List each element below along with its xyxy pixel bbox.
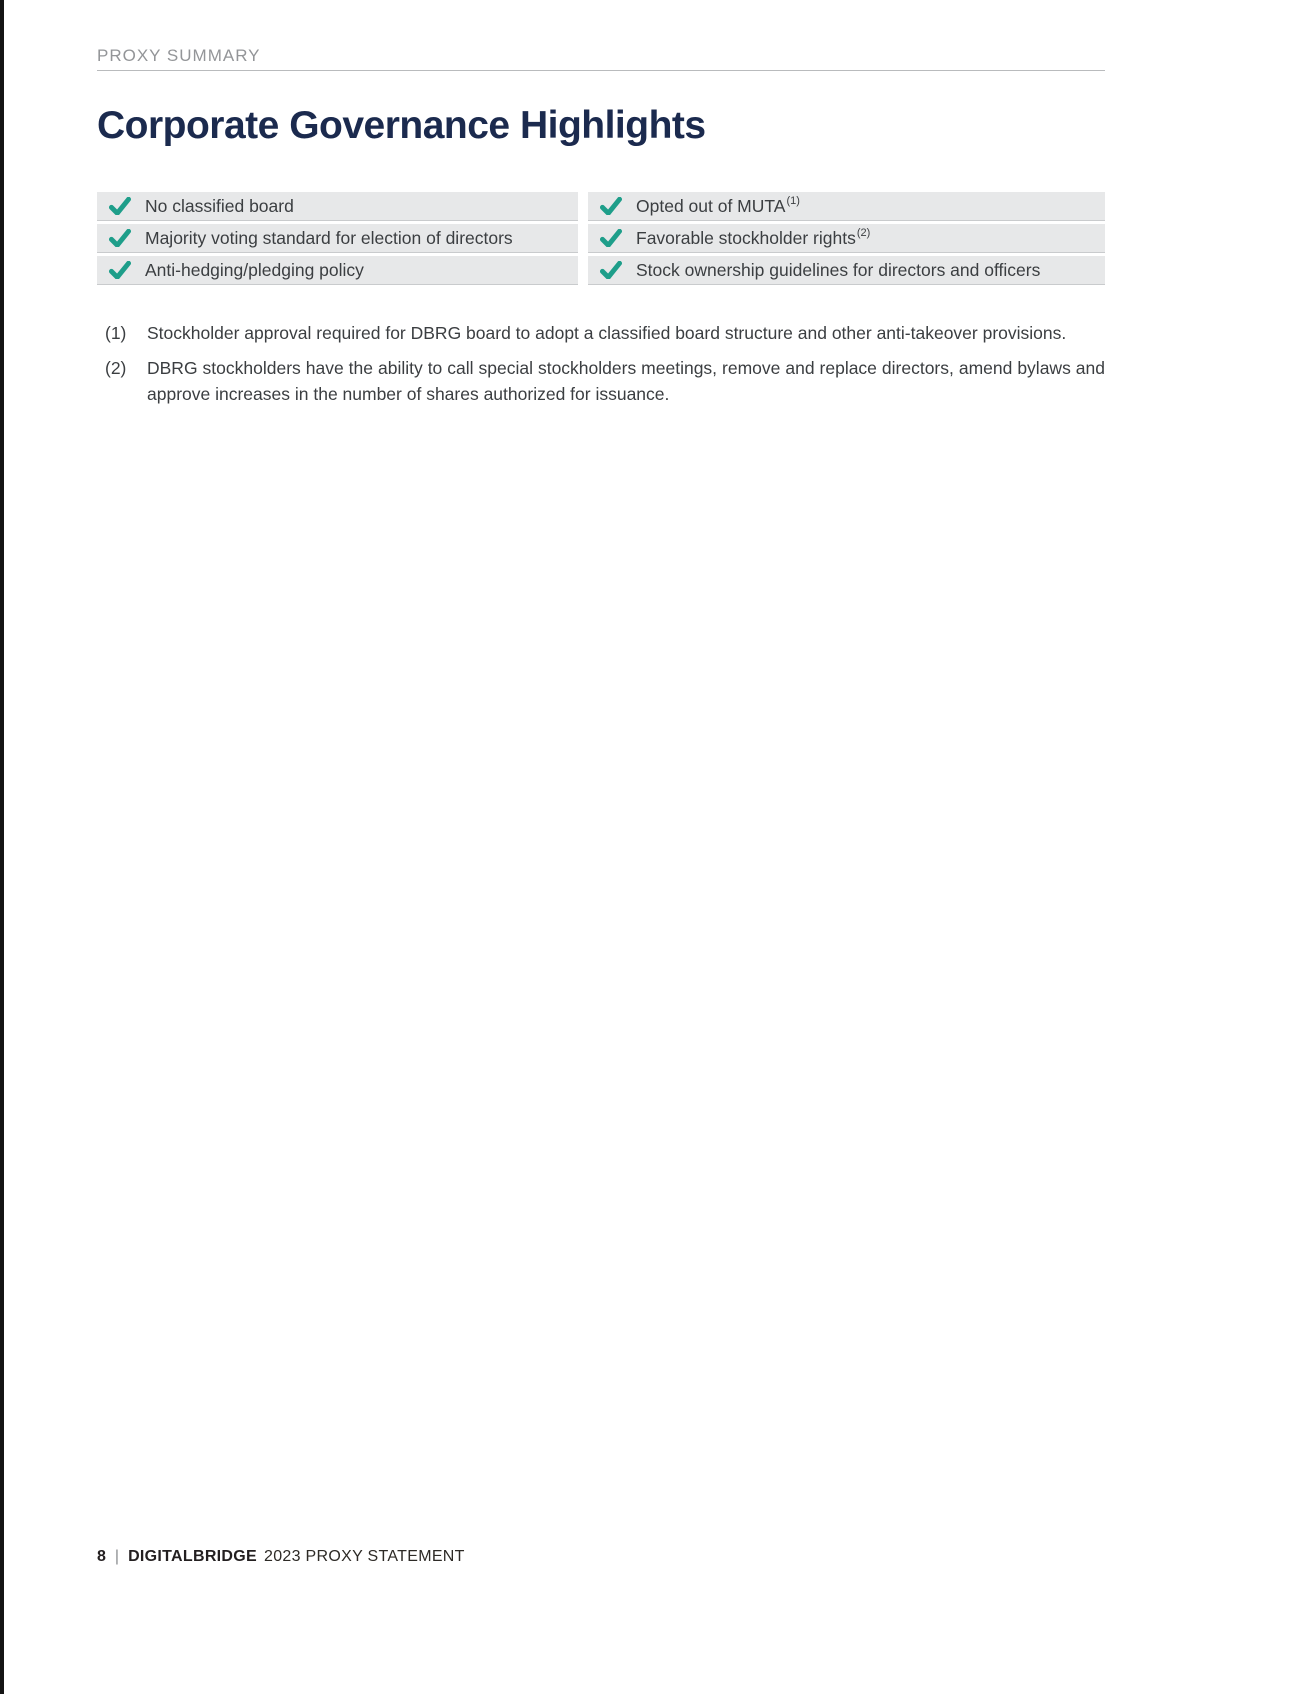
highlight-cell <box>588 256 1105 285</box>
governance-highlights-table <box>97 192 1105 285</box>
footnote-2 <box>97 355 1105 407</box>
check-icon <box>600 197 622 215</box>
page-number: 8 <box>97 1548 106 1565</box>
footnote-number: (2) <box>105 358 127 378</box>
highlight-label: Anti-hedging/pledging policy <box>145 259 364 280</box>
highlight-cell <box>588 192 1105 221</box>
check-icon <box>109 261 131 279</box>
highlight-cell <box>588 224 1105 253</box>
footnote-text: DBRG stockholders have the ability to call special stockholders meetings, remove and replace directors, amend bylaws and approve increases in the number of shares authorized for issuance. <box>147 358 1105 404</box>
highlight-label: Stock ownership guidelines for directors and officers <box>636 259 1041 280</box>
highlight-cell <box>97 256 578 285</box>
check-icon <box>600 229 622 247</box>
check-icon <box>600 261 622 279</box>
highlight-cell <box>97 192 578 221</box>
highlight-label: Favorable stockholder rights <box>636 227 856 248</box>
page-footer <box>97 1548 465 1566</box>
section-eyebrow: PROXY SUMMARY <box>97 46 261 65</box>
footnote-number: (1) <box>105 323 127 343</box>
page-edge <box>0 0 4 1694</box>
footer-separator: | <box>114 1548 120 1565</box>
footnote-1 <box>97 320 1105 346</box>
footnote-text: Stockholder approval required for DBRG board to adopt a classified board structure and other anti-takeover provisions. <box>147 323 1067 343</box>
header-rule <box>97 70 1105 71</box>
check-icon <box>109 229 131 247</box>
highlight-footnote-ref: (2) <box>856 227 871 239</box>
footer-brand: DIGITALBRIDGE <box>128 1548 257 1565</box>
footnotes <box>97 320 1105 416</box>
footer-statement: 2023 PROXY STATEMENT <box>264 1548 465 1565</box>
highlight-label: Majority voting standard for election of directors <box>145 227 513 248</box>
check-icon <box>109 197 131 215</box>
highlight-footnote-ref: (1) <box>786 195 800 207</box>
highlight-label: Opted out of MUTA <box>636 195 786 216</box>
highlight-cell <box>97 224 578 253</box>
page-title: Corporate Governance Highlights <box>97 104 706 147</box>
highlight-label: No classified board <box>145 195 294 216</box>
